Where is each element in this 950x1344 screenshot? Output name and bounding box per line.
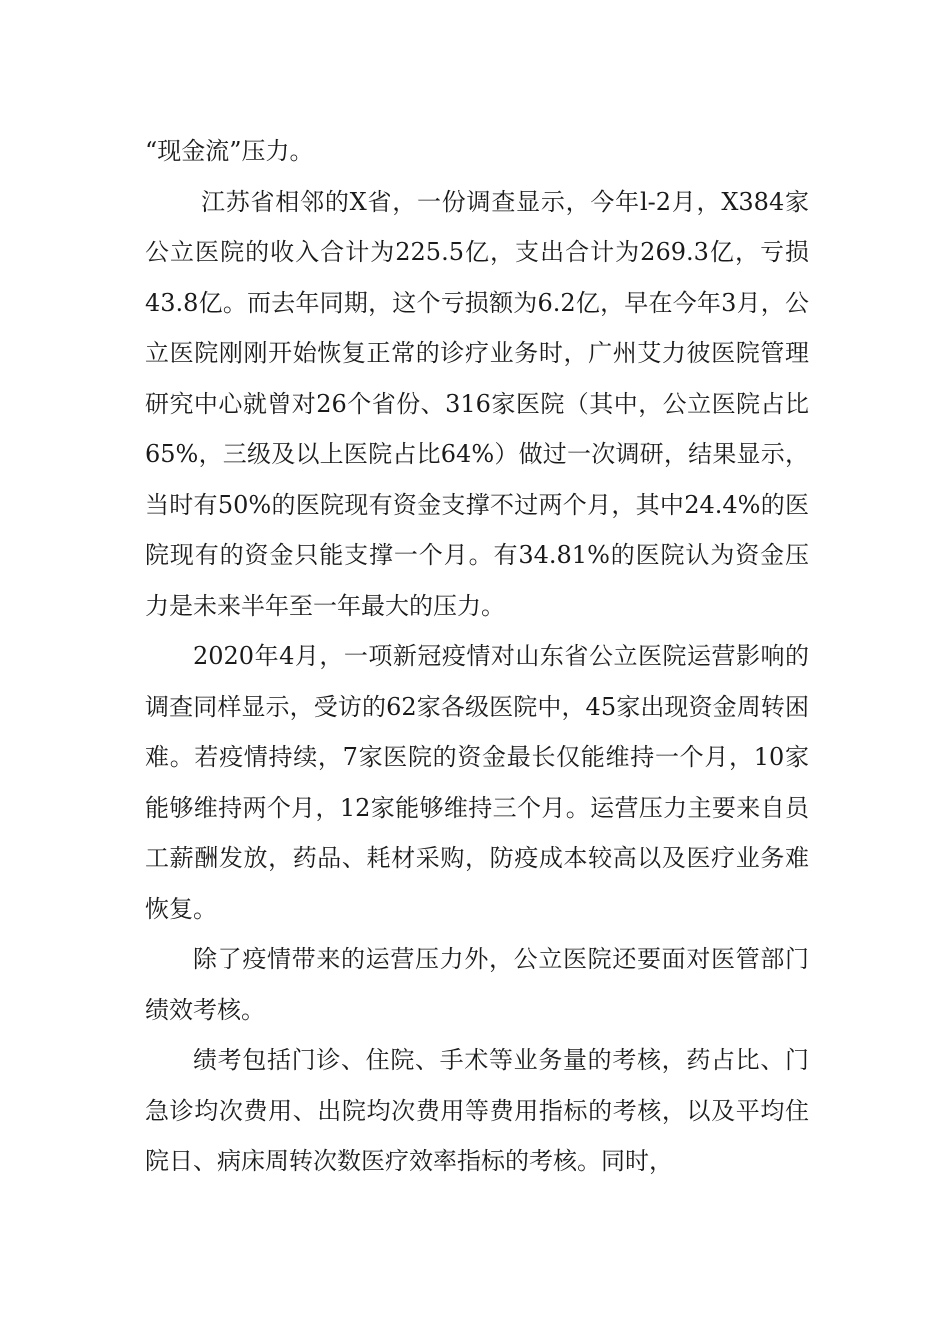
paragraph-assessment-details: 绩考包括门诊、住院、手术等业务量的考核，药占比、门急诊均次费用、出院均次费用等费用指标的考核，以及平均住院日、病床周转次数医疗效率指标的考核。同时， xyxy=(145,1046,809,1175)
paragraph-cash-flow-continuation: “现金流”压力。 xyxy=(145,137,314,165)
paragraph-hospital-losses: 江苏省相邻的X省，一份调查显示，今年l-2月，X384家公立医院的收入合计为225.5亿，支出合计为269.3亿，亏损43.8亿。而去年同期，这个亏损额为6.2亿，早在今年3月，公立医院刚刚开始恢复正常的诊疗业务时，广州艾力彼医院管理研究中心就曾对26个省份、316家医院（其中，公立医院占比65%，三级及以上医院占比64%）做过一次调研，结果显示，当时有50%的医院现有资金支撑不过两个月，其中24.4%的医院现有的资金只能支撑一个月。有34.81%的医院认为资金压力是未来半年至一年最大的压力。 xyxy=(145,187,809,620)
paragraph-shandong-survey: 2020年4月，一项新冠疫情对山东省公立医院运营影响的调查同样显示，受访的62家各级医院中，45家出现资金周转困难。若疫情持续，7家医院的资金最长仅能维持一个月，10家能够维持两个月，12家能够维持三个月。运营压力主要来自员工薪酬发放，药品、耗材采购，防疫成本较高以及医疗业务难恢复。 xyxy=(145,642,809,923)
body-text xyxy=(145,126,809,1187)
paragraph-performance-assessment: 除了疫情带来的运营压力外，公立医院还要面对医管部门绩效考核。 xyxy=(145,945,809,1024)
